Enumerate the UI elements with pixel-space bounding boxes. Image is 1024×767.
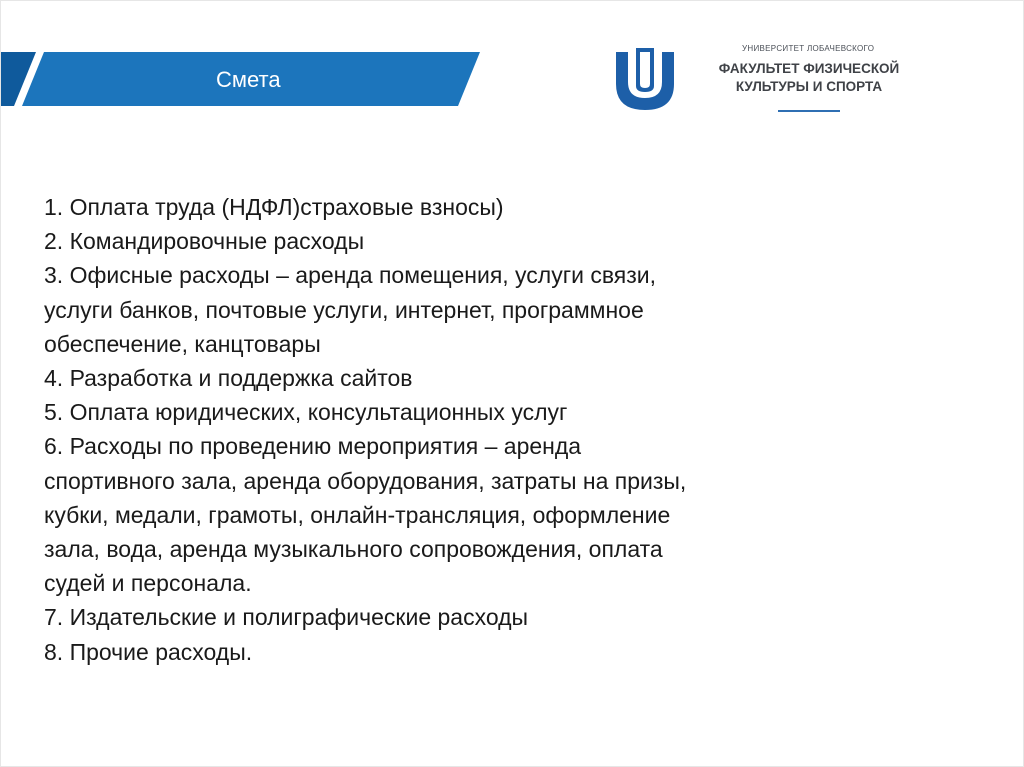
list-line: кубки, медали, грамоты, онлайн-трансляция, оформление bbox=[44, 501, 671, 528]
list-line: обеспечение, канцтовары bbox=[44, 330, 321, 357]
list-line: 1. Оплата труда (НДФЛ)страховые взносы) bbox=[44, 194, 504, 220]
logo-underline bbox=[778, 110, 840, 112]
estimate-list bbox=[44, 190, 864, 669]
list-line: 8. Прочие расходы. bbox=[44, 638, 253, 665]
logo-faculty-line-2: КУЛЬТУРЫ И СПОРТА bbox=[735, 79, 883, 94]
list-line: 7. Издательские и полиграфические расходы bbox=[44, 604, 529, 631]
slide-title: Смета bbox=[216, 67, 281, 92]
list-line: 6. Расходы по проведению мероприятия – аренда bbox=[44, 433, 582, 460]
unn-logo-icon bbox=[612, 46, 678, 112]
list-line: 3. Офисные расходы – аренда помещения, услуги связи, bbox=[44, 262, 657, 289]
list-line: 2. Командировочные расходы bbox=[44, 228, 365, 255]
university-logo bbox=[612, 40, 932, 120]
list-line: судей и персонала. bbox=[44, 570, 252, 597]
logo-faculty-name bbox=[698, 60, 920, 96]
list-line: услуги банков, почтовые услуги, интернет, программное bbox=[44, 296, 644, 323]
list-line: зала, вода, аренда музыкального сопровождения, оплата bbox=[44, 536, 663, 563]
list-line: 5. Оплата юридических, консультационных услуг bbox=[44, 399, 568, 426]
logo-university-name: УНИВЕРСИТЕТ ЛОБАЧЕВСКОГО bbox=[742, 44, 875, 53]
list-line: 4. Разработка и поддержка сайтов bbox=[44, 365, 413, 392]
list-line: спортивного зала, аренда оборудования, затраты на призы, bbox=[44, 467, 687, 494]
logo-faculty-line-1: ФАКУЛЬТЕТ ФИЗИЧЕСКОЙ bbox=[718, 61, 900, 76]
